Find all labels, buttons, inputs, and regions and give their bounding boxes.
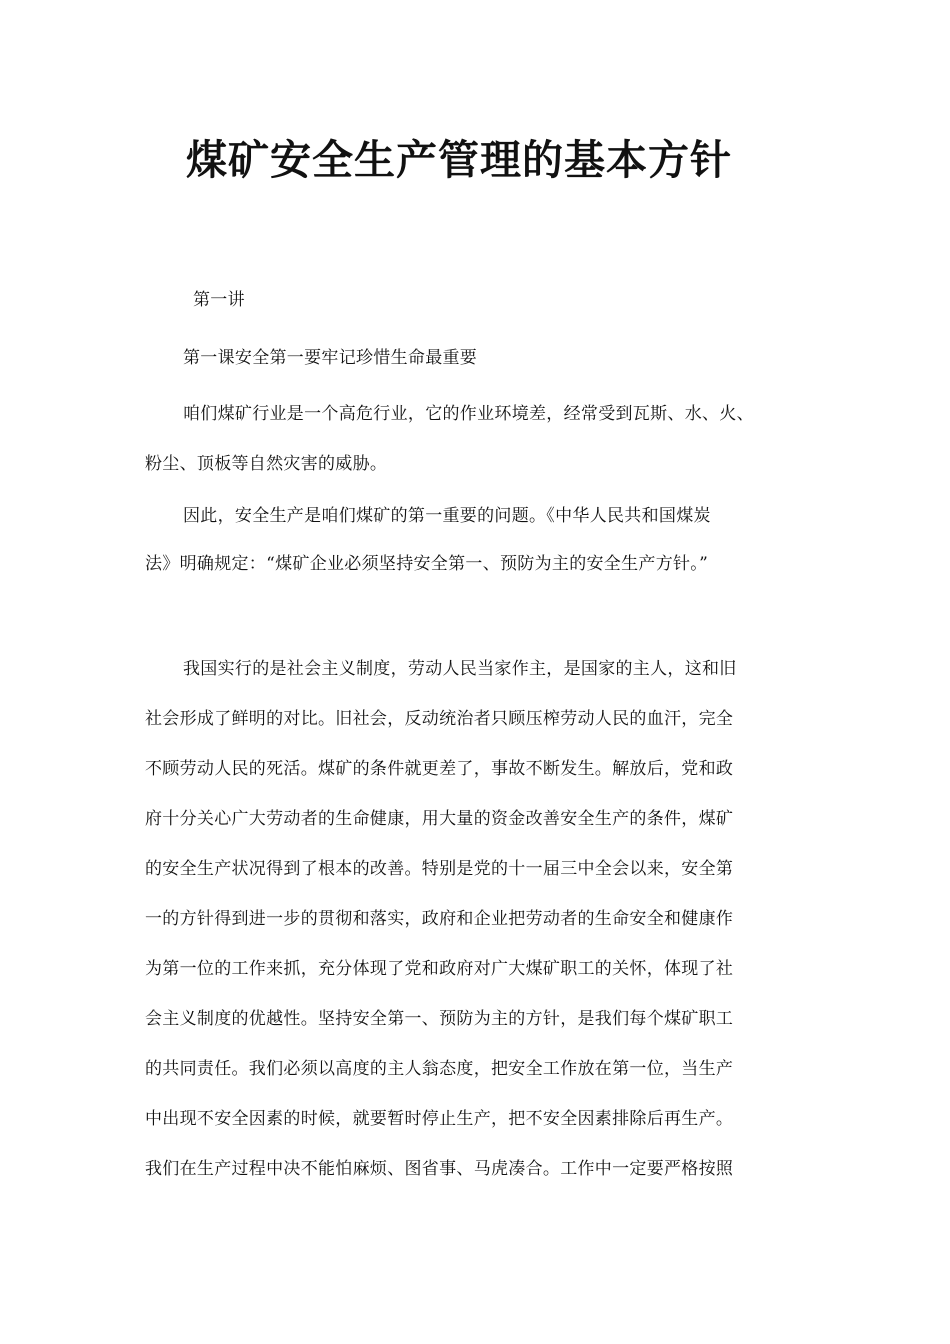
paragraph-line: 我们在生产过程中决不能怕麻烦、图省事、马虎凑合。工作中一定要严格按照 [145, 1159, 734, 1179]
paragraph-line: 社会形成了鲜明的对比。旧社会，反动统治者只顾压榨劳动人民的血汗，完全 [145, 709, 734, 729]
paragraph-line: 因此，安全生产是咱们煤矿的第一重要的问题。《中华人民共和国煤炭 [183, 506, 711, 526]
paragraph-line: 的安全生产状况得到了根本的改善。特别是党的十一届三中全会以来，安全第 [145, 859, 734, 879]
paragraph-line: 粉尘、顶板等自然灾害的威胁。 [145, 454, 388, 474]
paragraph-line: 我国实行的是社会主义制度，劳动人民当家作主，是国家的主人，这和旧 [183, 659, 737, 679]
lesson-heading: 第一课安全第一要牢记珍惜生命最重要 [183, 348, 478, 368]
paragraph-line: 会主义制度的优越性。坚持安全第一、预防为主的方针，是我们每个煤矿职工 [145, 1009, 734, 1029]
paragraph-line: 府十分关心广大劳动者的生命健康，用大量的资金改善安全生产的条件，煤矿 [145, 809, 734, 829]
paragraph-line: 不顾劳动人民的死活。煤矿的条件就更差了，事故不断发生。解放后，党和政 [145, 759, 734, 779]
paragraph-line: 中出现不安全因素的时候，就要暂时停止生产，把不安全因素排除后再生产。 [145, 1109, 734, 1129]
paragraph-line: 为第一位的工作来抓，充分体现了党和政府对广大煤矿职工的关怀，体现了社 [145, 959, 734, 979]
paragraph-line: 一的方针得到进一步的贯彻和落实，政府和企业把劳动者的生命安全和健康作 [145, 909, 734, 929]
paragraph-line: 的共同责任。我们必须以高度的主人翁态度，把安全工作放在第一位，当生产 [145, 1059, 734, 1079]
paragraph-line: 法》明确规定：“煤矿企业必须坚持安全第一、预防为主的安全生产方针。” [145, 554, 709, 574]
paragraph-line: 咱们煤矿行业是一个高危行业，它的作业环境差，经常受到瓦斯、水、火、 [183, 404, 754, 424]
lecture-heading: 第一讲 [193, 290, 245, 310]
document-title: 煤矿安全生产管理的基本方针 [186, 136, 732, 184]
